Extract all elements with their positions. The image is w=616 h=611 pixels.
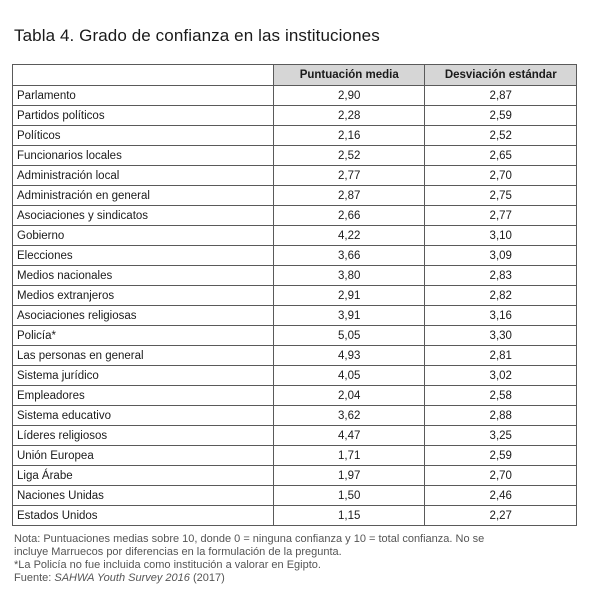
table-row — [13, 126, 577, 146]
std-dev-value: 2,70 — [425, 166, 577, 186]
std-dev-value: 2,65 — [425, 146, 577, 166]
institution-name: Administración en general — [13, 186, 274, 206]
table-header-row — [13, 65, 577, 86]
std-dev-value: 2,46 — [425, 486, 577, 506]
institution-name: Medios extranjeros — [13, 286, 274, 306]
std-dev-value: 2,81 — [425, 346, 577, 366]
table-row — [13, 146, 577, 166]
institution-name: Partidos políticos — [13, 106, 274, 126]
source-line — [14, 572, 589, 585]
source-title: SAHWA Youth Survey 2016 — [54, 572, 190, 584]
std-dev-value: 2,59 — [425, 446, 577, 466]
table-row — [13, 466, 577, 486]
table-row — [13, 486, 577, 506]
source-year: (2017) — [189, 572, 225, 584]
source-prefix: Fuente: — [14, 572, 55, 584]
institution-name: Sistema educativo — [13, 406, 274, 426]
std-dev-value: 2,77 — [425, 206, 577, 226]
institution-name: Estados Unidos — [13, 506, 274, 526]
mean-score-value: 2,66 — [273, 206, 425, 226]
institution-name: Gobierno — [13, 226, 274, 246]
table-title: Tabla 4. Grado de confianza en las instituciones — [14, 26, 380, 45]
header-mean-score: Puntuación media — [273, 65, 425, 86]
institution-name: Medios nacionales — [13, 266, 274, 286]
table-row — [13, 506, 577, 526]
institution-name: Parlamento — [13, 86, 274, 106]
mean-score-value: 2,16 — [273, 126, 425, 146]
institution-name: Liga Árabe — [13, 466, 274, 486]
confidence-table — [12, 64, 577, 526]
table-notes — [14, 533, 589, 585]
table-body — [13, 86, 577, 526]
mean-score-value: 2,04 — [273, 386, 425, 406]
mean-score-value: 2,90 — [273, 86, 425, 106]
std-dev-value: 2,82 — [425, 286, 577, 306]
table-row — [13, 266, 577, 286]
std-dev-value: 2,75 — [425, 186, 577, 206]
std-dev-value: 3,10 — [425, 226, 577, 246]
std-dev-value: 2,88 — [425, 406, 577, 426]
mean-score-value: 1,50 — [273, 486, 425, 506]
table-row — [13, 306, 577, 326]
table-row — [13, 246, 577, 266]
std-dev-value: 2,83 — [425, 266, 577, 286]
institution-name: Elecciones — [13, 246, 274, 266]
mean-score-value: 1,15 — [273, 506, 425, 526]
table-row — [13, 286, 577, 306]
mean-score-value: 1,97 — [273, 466, 425, 486]
institution-name: Empleadores — [13, 386, 274, 406]
std-dev-value: 3,16 — [425, 306, 577, 326]
institution-name: Las personas en general — [13, 346, 274, 366]
std-dev-value: 2,27 — [425, 506, 577, 526]
institution-name: Administración local — [13, 166, 274, 186]
mean-score-value: 2,91 — [273, 286, 425, 306]
table-row — [13, 386, 577, 406]
table-row — [13, 206, 577, 226]
institution-name: Funcionarios locales — [13, 146, 274, 166]
table-row — [13, 346, 577, 366]
mean-score-value: 4,22 — [273, 226, 425, 246]
mean-score-value: 3,91 — [273, 306, 425, 326]
mean-score-value: 3,66 — [273, 246, 425, 266]
institution-name: Líderes religiosos — [13, 426, 274, 446]
std-dev-value: 3,09 — [425, 246, 577, 266]
institution-name: Asociaciones y sindicatos — [13, 206, 274, 226]
note-line-3: *La Policía no fue incluida como institución a valorar en Egipto. — [14, 559, 321, 571]
mean-score-value: 4,47 — [273, 426, 425, 446]
mean-score-value: 2,52 — [273, 146, 425, 166]
mean-score-value: 2,77 — [273, 166, 425, 186]
std-dev-value: 3,25 — [425, 426, 577, 446]
std-dev-value: 2,87 — [425, 86, 577, 106]
std-dev-value: 3,30 — [425, 326, 577, 346]
mean-score-value: 4,93 — [273, 346, 425, 366]
table-row — [13, 406, 577, 426]
institution-name: Naciones Unidas — [13, 486, 274, 506]
mean-score-value: 4,05 — [273, 366, 425, 386]
table-row — [13, 86, 577, 106]
table-row — [13, 226, 577, 246]
std-dev-value: 2,59 — [425, 106, 577, 126]
header-institution — [13, 65, 274, 86]
table-row — [13, 186, 577, 206]
institution-name: Unión Europea — [13, 446, 274, 466]
institution-name: Políticos — [13, 126, 274, 146]
mean-score-value: 3,62 — [273, 406, 425, 426]
institution-name: Sistema jurídico — [13, 366, 274, 386]
table-row — [13, 166, 577, 186]
table-row — [13, 446, 577, 466]
std-dev-value: 2,70 — [425, 466, 577, 486]
mean-score-value: 1,71 — [273, 446, 425, 466]
mean-score-value: 3,80 — [273, 266, 425, 286]
table-row — [13, 426, 577, 446]
table-row — [13, 366, 577, 386]
table-row — [13, 326, 577, 346]
mean-score-value: 2,28 — [273, 106, 425, 126]
institution-name: Asociaciones religiosas — [13, 306, 274, 326]
std-dev-value: 2,52 — [425, 126, 577, 146]
institution-name: Policía* — [13, 326, 274, 346]
std-dev-value: 2,58 — [425, 386, 577, 406]
mean-score-value: 2,87 — [273, 186, 425, 206]
note-line-1: Nota: Puntuaciones medias sobre 10, donde 0 = ninguna confianza y 10 = total confianza. No se — [14, 533, 485, 545]
std-dev-value: 3,02 — [425, 366, 577, 386]
header-std-dev: Desviación estándar — [425, 65, 577, 86]
note-line-2: incluye Marruecos por diferencias en la formulación de la pregunta. — [14, 546, 342, 558]
table-row — [13, 106, 577, 126]
mean-score-value: 5,05 — [273, 326, 425, 346]
